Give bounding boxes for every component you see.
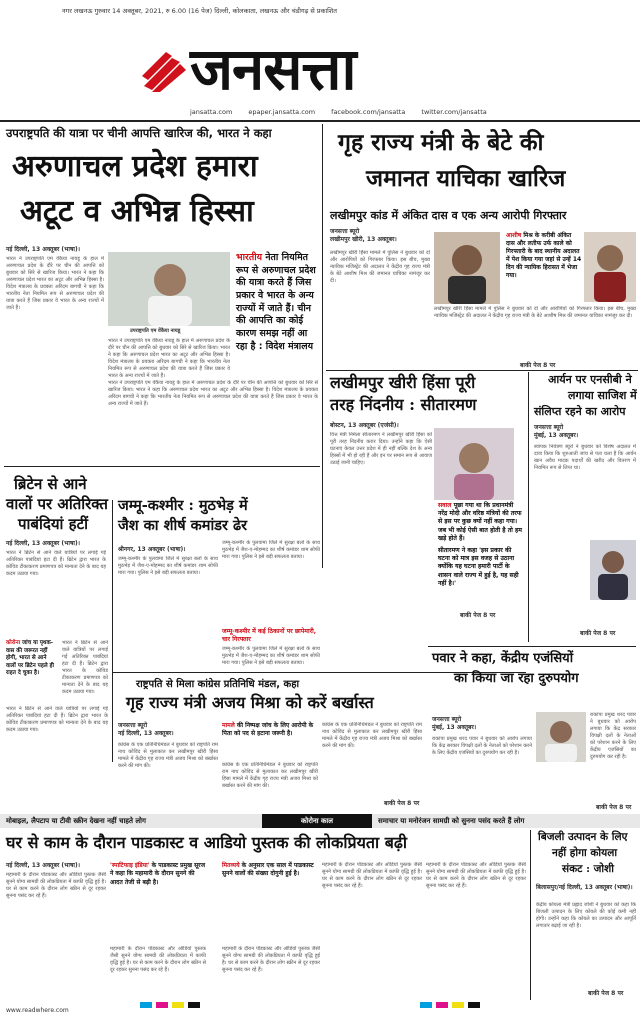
website-link[interactable]: jansatta.com [190,108,233,116]
pawar-body-2: राकांपा प्रमुख शरद पवार ने बुधवार को आरोप लगाया कि केंद्र सरकार विपक्षी दलों के नेताओं को परेशान करने के लिए केंद्रीय एजंसियों का दुरुपयोग कर रही है। [590,712,636,760]
pawar-signoff: बाकी पेज 8 पर [596,804,632,811]
bail-byline: जनसत्ता ब्यूरो लखीमपुर खीरी, 13 अक्तूबर। [330,228,397,243]
congress-kicker: राष्ट्रपति से मिला कांग्रेस प्रतिनिधि मंडल, कहा [136,679,300,690]
arunachal-pull-prefix: भारतीय [236,252,263,263]
pawar-body: राकांपा प्रमुख शरद पवार ने बुधवार को आरोप लगाया कि केंद्र सरकार विपक्षी दलों के नेताओं को परेशान करने के लिए केंद्रीय एजंसियों का दुरुपयोग कर रही है। [432,736,532,756]
footer-site[interactable]: www.readwhere.com [6,1007,69,1014]
britain-headline-3: पाबंदियां हटीं [18,515,89,533]
registration-cyan [140,1002,152,1008]
venkaiah-naidu-photo [108,252,230,326]
band-right-text: समाचार या मनोरंजन सामग्री को सुनना पसंद करते हैं लोग [378,817,525,825]
arunachal-pull-quote: भारतीय नेता नियमित रूप से अरुणाचल प्रदेश की यात्रा करते हैं जिस प्रकार वे भारत के अन्य राज्यों में जाते हैं। चीन की आपत्ति का कोई कारण समझ नहीं आ रहा है : विदेश मंत्रालय [236,252,316,352]
coal-headline-2: नहीं होगा कोयला [552,847,618,859]
bail-headline-1: गृह राज्य मंत्री के बेटे की [338,129,544,156]
congress-pull-quote: मामले की निष्पक्ष जांच के लिए आरोपी के पिता को पद से हटाना जरूरी है। [222,722,314,737]
congress-signoff: बाकी पेज 8 पर [384,800,420,807]
congress-body-2: कांग्रेस के एक प्रतिनिधिमंडल ने बुधवार को राष्ट्रपति राम नाथ कोविंद से मुलाकात कर लखीमपुर खीरी हिंसा मामले में केंद्रीय गृह राज्य मंत्री अजय मिश्रा को बर्खास्त करने की मांग की। [222,762,318,789]
arunachal-dateline: नई दिल्ली, 13 अक्तूबर (भाषा)। [6,246,80,253]
kashmir-dateline: श्रीनगर, 13 अक्तूबर (भाषा)। [118,546,186,553]
corona-band [0,814,640,828]
dateline: नगर लखनऊ गुरुवार 14 अक्तूबर, 2021, रु 6.00 (16 पेज) दिल्ली, कोलकाता, लखनऊ और चंडीगढ़ से प्रकाशित [62,7,337,15]
bail-signoff: बाकी पेज 8 पर [520,362,556,369]
pawar-byline: जनसत्ता ब्यूरो मुंबई, 13 अक्तूबर। [432,716,477,731]
sitharaman-pull-quote: सवाल पूछा गया था कि प्रधानमंत्री नरेंद्र मोदी और वरिष्ठ मंत्रियों की तरफ से इस पर कुछ क्यों नहीं कहा गया। जब भी कोई ऐसी बात होती है तो हम खड़े होते हैं। सीतारमण ने कहा 'इस प्रकार की घटना को मात्र इस वजह से उठाना क्योंकि यह घटना हमारी पार्टी के शासन वाले राज्य में हुई है, यह सही नहीं है।' [438,502,522,587]
kashmir-body-2: जम्मू-कश्मीर के पुलवामा जिले में सुरक्षा बलों के साथ मुठभेड़ में जैश-ए-मोहम्मद का शीर्ष कमांडर शाम सोफी मारा गया। पुलिस ने इसे बड़ी सफलता बताया। [222,540,320,560]
registration-black [188,1002,200,1008]
podcast-body-5: महामारी के दौरान पॉडकास्ट और ऑडियो पुस्तक जैसी सुनने योग्य सामग्री की लोकप्रियता में काफी वृद्धि हुई है। घर से काम करने के दौरान लोग स्क्रीन से दूर रहकर सुनना पसंद कर रहे हैं। [426,862,526,889]
registration-yellow [172,1002,184,1008]
coal-signoff: बाकी पेज 8 पर [588,990,624,997]
band-center-label: कोरोना काल [262,814,372,828]
aryan-khan-photo [590,540,636,600]
podcast-headline: घर से काम के दौरान पाडकास्ट व आडियो पुस्तक की लोकप्रियता बढ़ी [6,833,407,852]
arunachal-headline-2: अटूट व अभिन्न हिस्सा [20,194,254,229]
britain-headline-1: ब्रिटेन से आने [14,475,87,493]
coal-body: केंद्रीय कोयला मंत्री प्रह्लाद जोशी ने बुधवार को कहा कि बिजली उत्पादन के लिए कोयले की कोई कमी नहीं होगी। उन्होंने कहा कि कोयले का उत्पादन और आपूर्ति लगातार बढ़ाई जा रही है। [536,902,636,929]
logo-stripes-icon [142,52,186,92]
podcast-body-4: महामारी के दौरान पॉडकास्ट और ऑडियो पुस्तक जैसी सुनने योग्य सामग्री की लोकप्रियता में काफी वृद्धि हुई है। घर से काम करने के दौरान लोग स्क्रीन से दूर रहकर सुनना पसंद कर रहे हैं। [322,862,422,889]
britain-headline-2: वालों पर अतिरिक्त [6,495,108,513]
column-divider-3 [112,500,113,762]
site-links-bar [190,108,501,116]
bail-headline-2: जमानत याचिका खारिज [366,165,566,192]
britain-body-3: भारत ने ब्रिटेन से आने वाले यात्रियों पर लगाई गई अतिरिक्त पाबंदियां हटा दी हैं। ब्रिटेन द्वारा भारत के कोविड टीकाकरण प्रमाणपत्र को मान्यता देने के बाद यह कदम उठाया गया। [6,706,108,733]
podcast-pull-2: मितव्यये के अनुसार एक साल में पाडकास्ट सुनने वालों की संख्या दोगुनी हुई है। [222,862,314,878]
epaper-link[interactable]: epaper.jansatta.com [248,108,316,116]
podcast-pull-1: 'स्पाटिफाइ इंडिया' के पाडकास्ट प्रमुख सूरज ने कहा कि महामारी के दौरान सुनने की आदत तेजी से बढ़ी है। [110,862,206,886]
newspaper-logo: जनसत्ता [190,35,356,103]
kashmir-headline-1: जम्मू-कश्मीर : मुठभेड़ में [118,497,248,514]
britain-body: भारत ने ब्रिटेन से आने वाले यात्रियों पर लगाई गई अतिरिक्त पाबंदियां हटा दी हैं। ब्रिटेन द्वारा भारत के कोविड टीकाकरण प्रमाणपत्र को मान्यता देने के बाद यह कदम उठाया गया। [6,550,106,577]
aryan-headline-1: आर्यन पर एनसीबी ने [548,373,632,386]
pawar-headline-1: पवार ने कहा, केंद्रीय एजंसियों [432,651,574,666]
registration-magenta [156,1002,168,1008]
sitharaman-headline-1: लखीमपुर खीरी हिंसा पूरी [330,373,476,392]
bail-body-2: लखीमपुर खीरी हिंसा मामले में पुलिस ने बुधवार को दो और आरोपियों को गिरफ्तार किया। इस बीच, मुख्य न्यायिक मजिस्ट्रेट की अदालत ने केंद्रीय गृह राज्य मंत्री के बेटे आशीष मिश्र की जमानत याचिका नामंजूर कर दी। [434,306,636,319]
arunachal-body-3: भारत ने उपराष्ट्रपति एम वेंकैया नायडू के हाल में अरुणाचल प्रदेश के दौरे पर चीन की आपत्ति को बुधवार को सिरे से खारिज किया। भारत ने कहा कि अरुणाचल प्रदेश भारत का अटूट और अभिन्न हिस्सा है। विदेश मंत्रालय के प्रवक्ता अरिंदम बागची ने कहा कि भारतीय नेता नियमित रूप से अरुणाचल प्रदेश की यात्रा करते हैं जिस प्रकार वे भारत के अन्य राज्यों में जाते हैं। [108,380,318,407]
kashmir-headline-2: जैश का शीर्ष कमांडर ढेर [118,517,248,534]
aryan-signoff: बाकी पेज 8 पर [580,630,616,637]
britain-pull-quote: कोरोना जांच या पृथक-वास की जरूरत नहीं होगी, भारत से आने वालों पर ब्रिटेन पहले ही राहत दे चुका है। [6,640,54,677]
arunachal-body-2: भारत ने उपराष्ट्रपति एम वेंकैया नायडू के हाल में अरुणाचल प्रदेश के दौरे पर चीन की आपत्ति को बुधवार को सिरे से खारिज किया। भारत ने कहा कि अरुणाचल प्रदेश भारत का अटूट और अभिन्न हिस्सा है। विदेश मंत्रालय के प्रवक्ता अरिंदम बागची ने कहा कि भारतीय नेता नियमित रूप से अरुणाचल प्रदेश की यात्रा करते हैं जिस प्रकार वे भारत के अन्य राज्यों में जाते हैं। [108,338,230,378]
aryan-headline-3: संलिप्त रहने का आरोप [534,405,626,418]
facebook-link[interactable]: facebook.com/jansatta [331,108,406,116]
congress-body-3: कांग्रेस के एक प्रतिनिधिमंडल ने बुधवार को राष्ट्रपति राम नाथ कोविंद से मुलाकात कर लखीमपुर खीरी हिंसा मामले में केंद्रीय गृह राज्य मंत्री अजय मिश्रा को बर्खास्त करने की मांग की। [322,722,422,749]
registration-yellow-2 [452,1002,464,1008]
column-divider [322,124,323,568]
ashish-mishra-photo [434,232,500,304]
column-divider-2 [528,372,529,642]
bail-body: लखीमपुर खीरी हिंसा मामले में पुलिस ने बुधवार को दो और आरोपियों को गिरफ्तार किया। इस बीच, मुख्य न्यायिक मजिस्ट्रेट की अदालत ने केंद्रीय गृह राज्य मंत्री के बेटे आशीष मिश्र की जमानत याचिका नामंजूर कर दी। [330,250,430,284]
sitharaman-dateline: बोस्टन, 13 अक्तूबर (एजंसी)। [330,422,399,429]
coal-headline-1: बिजली उत्पादन के लिए [538,831,628,843]
bail-subhead: लखीमपुर कांड में अंकित दास व एक अन्य आरोपी गिरफ्तार [330,209,567,222]
sitharaman-body: वित्त मंत्री निर्मला सीतारमण ने लखीमपुर खीरी हिंसा को पूरी तरह निंदनीय करार दिया। उन्होंने कहा कि ऐसी घटनाएं केवल उत्तर प्रदेश में ही नहीं बल्कि देश के अन्य हिस्सों में भी हो रही हैं और इन पर समान रूप से आवाज उठाई जानी चाहिए। [330,432,432,466]
sharad-pawar-photo [536,712,586,762]
aryan-body: स्वापक नियंत्रण ब्यूरो ने बुधवार को विशेष अदालत में दावा किया कि शुरुआती जांच से पता चला है कि आर्यन खान अवैध मादक पदार्थों की खरीद और वितरण में नियमित रूप से लिप्त था। [534,444,636,471]
kashmir-body-3: जम्मू-कश्मीर के पुलवामा जिले में सुरक्षा बलों के साथ मुठभेड़ में जैश-ए-मोहम्मद का शीर्ष कमांडर शाम सोफी मारा गया। पुलिस ने इसे बड़ी सफलता बताया। [222,646,320,666]
britain-dateline: नई दिल्ली, 13 अक्तूबर (भाषा)। [6,540,80,547]
aryan-headline-2: लगाया साजिश में [568,389,637,402]
registration-magenta-2 [436,1002,448,1008]
section-divider [326,370,638,371]
arunachal-headline-1: अरुणाचल प्रदेश हमारा [12,149,258,184]
registration-black-2 [468,1002,480,1008]
band-left-text: मोबाइल, लैपटाप या टीवी स्क्रीन देखना नहीं चाहते लोग [6,817,146,825]
arunachal-body: भारत ने उपराष्ट्रपति एम वेंकैया नायडू के हाल में अरुणाचल प्रदेश के दौरे पर चीन की आपत्ति को बुधवार को सिरे से खारिज किया। भारत ने कहा कि अरुणाचल प्रदेश भारत का अटूट और अभिन्न हिस्सा है। विदेश मंत्रालय के प्रवक्ता अरिंदम बागची ने कहा कि भारतीय नेता नियमित रूप से अरुणाचल प्रदेश की यात्रा करते हैं जिस प्रकार वे भारत के अन्य राज्यों में जाते हैं। [6,256,104,311]
nirmala-sitharaman-photo [434,428,514,500]
arunachal-kicker: उपराष्ट्रपति की यात्रा पर चीनी आपत्ति खारिज की, भारत ने कहा [6,126,272,140]
coal-dateline: बिलासपुर/नई दिल्ली, 13 अक्तूबर (भाषा)। [536,884,633,891]
podcast-dateline: नई दिल्ली, 13 अक्तूबर (भाषा)। [6,862,80,869]
congress-body: कांग्रेस के एक प्रतिनिधिमंडल ने बुधवार को राष्ट्रपति राम नाथ कोविंद से मुलाकात कर लखीमपुर खीरी हिंसा मामले में केंद्रीय गृह राज्य मंत्री अजय मिश्रा को बर्खास्त करने की मांग की। [118,742,218,769]
section-divider-2 [4,466,320,467]
twitter-link[interactable]: twitter.com/jansatta [421,108,487,116]
column-divider-4 [530,830,531,1000]
podcast-body: महामारी के दौरान पॉडकास्ट और ऑडियो पुस्तक जैसी सुनने योग्य सामग्री की लोकप्रियता में काफी वृद्धि हुई है। घर से काम करने के दौरान लोग स्क्रीन से दूर रहकर सुनना पसंद कर रहे हैं। [6,872,106,899]
bail-pull-quote: आशीष मिश्र के करीबी अंकित दास और लतीफ उर्फ काले को गिरफ्तारी के बाद स्थानीय अदालत में पेश किया गया जहां से उन्हें 14 दिन की न्यायिक हिरासत में भेजा गया। [506,232,582,279]
aryan-byline: जनसत्ता ब्यूरो मुंबई, 13 अक्तूबर। [534,424,579,439]
accused-photo [584,232,636,302]
coal-headline-3: संकट : जोशी [562,863,615,875]
congress-headline: गृह राज्य मंत्री अजय मिश्रा को करें बर्खास्त [126,693,374,712]
kashmir-body: जम्मू-कश्मीर के पुलवामा जिले में सुरक्षा बलों के साथ मुठभेड़ में जैश-ए-मोहम्मद का शीर्ष कमांडर शाम सोफी मारा गया। पुलिस ने इसे बड़ी सफलता बताया। [118,556,218,576]
sitharaman-headline-2: तरह निंदनीय : सीतारमण [330,395,477,414]
arunachal-photo-caption: उपराष्ट्रपति एम वेंकैया नायडू [130,328,181,334]
section-divider-4 [428,646,636,647]
registration-cyan-2 [420,1002,432,1008]
pawar-headline-2: का किया जा रहा दुरुपयोग [454,671,579,686]
podcast-body-2: महामारी के दौरान पॉडकास्ट और ऑडियो पुस्तक जैसी सुनने योग्य सामग्री की लोकप्रियता में काफी वृद्धि हुई है। घर से काम करने के दौरान लोग स्क्रीन से दूर रहकर सुनना पसंद कर रहे हैं। [110,946,206,973]
masthead-divider [0,120,640,122]
congress-byline: जनसत्ता ब्यूरो नई दिल्ली, 13 अक्तूबर। [118,722,174,737]
kashmir-pull-quote: जम्मू-कश्मीर में कई ठिकानों पर छापेमारी, चार गिरफ्तार [222,628,317,643]
sitharaman-signoff: बाकी पेज 8 पर [460,612,496,619]
britain-body-2: भारत ने ब्रिटेन से आने वाले यात्रियों पर लगाई गई अतिरिक्त पाबंदियां हटा दी हैं। ब्रिटेन द्वारा भारत के कोविड टीकाकरण प्रमाणपत्र को मान्यता देने के बाद यह कदम उठाया गया। [62,640,108,695]
podcast-body-3: महामारी के दौरान पॉडकास्ट और ऑडियो पुस्तक जैसी सुनने योग्य सामग्री की लोकप्रियता में काफी वृद्धि हुई है। घर से काम करने के दौरान लोग स्क्रीन से दूर रहकर सुनना पसंद कर रहे हैं। [222,946,320,973]
